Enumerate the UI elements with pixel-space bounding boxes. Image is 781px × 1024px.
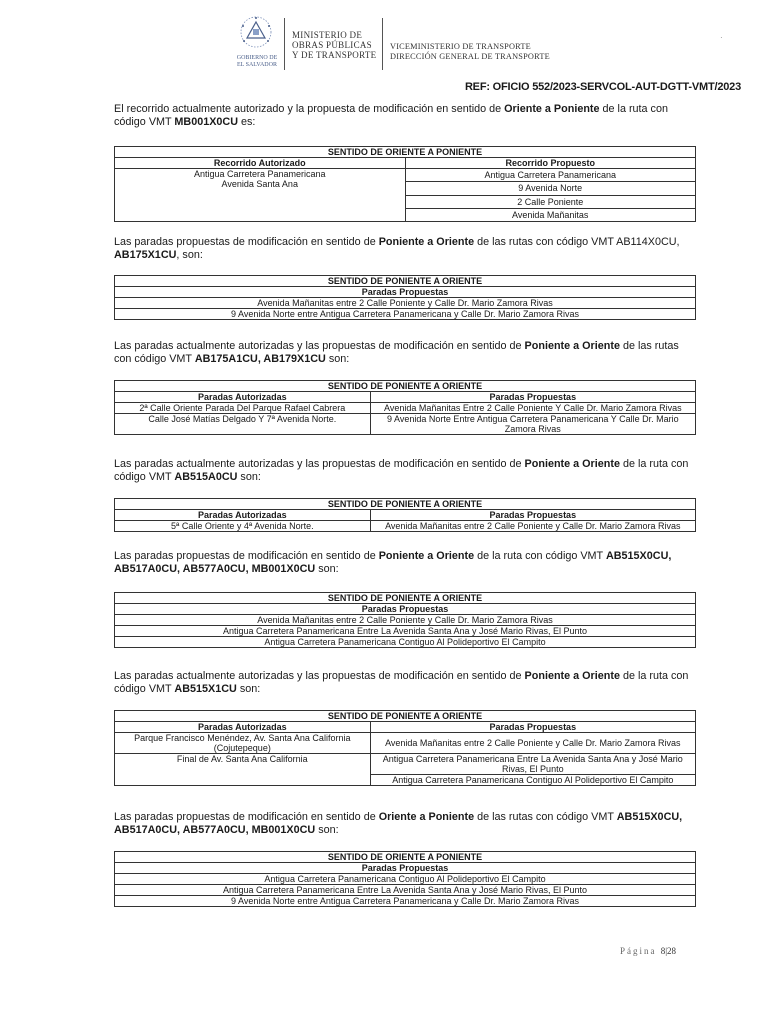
table-title: SENTIDO DE PONIENTE A ORIENTE	[115, 499, 696, 510]
ministry-line: Y DE TRANSPORTE	[292, 50, 377, 60]
table-cell: Antigua Carretera Panamericana	[405, 169, 696, 182]
column-header: Paradas Propuestas	[370, 510, 695, 521]
text: son:	[315, 824, 339, 836]
route-code: AB515X1CU	[174, 683, 237, 695]
direction: Poniente a Oriente	[378, 550, 475, 562]
text: son:	[325, 353, 350, 365]
paragraph	[114, 236, 696, 262]
text: Las paradas propuestas de modificación en sentido de	[114, 550, 379, 562]
text: de las rutas con código VMT AB114X0CU,	[474, 236, 680, 248]
divider	[382, 18, 383, 70]
table-cell	[370, 414, 695, 435]
text: de la ruta con código VMT	[114, 458, 689, 483]
table-cell: 9 Avenida Norte entre Antigua Carretera Panamericana y Calle Dr. Mario Zamora Rivas	[115, 309, 696, 320]
direction: Poniente a Oriente	[524, 670, 620, 682]
paragraph	[114, 103, 696, 129]
text: de la ruta con código VMT	[114, 670, 689, 695]
ministry-line: OBRAS PÚBLICAS	[292, 40, 372, 50]
table-cell	[115, 733, 371, 754]
text: son:	[315, 563, 339, 575]
text: Las paradas propuestas de modificación en sentido de	[114, 811, 379, 823]
table-cell: Avenida Mañanitas Entre 2 Calle Poniente Y Calle Dr. Mario Zamora Rivas	[370, 403, 695, 414]
ministry-line: MINISTERIO DE	[292, 30, 363, 40]
text: , son:	[176, 249, 203, 261]
table-title: SENTIDO DE PONIENTE A ORIENTE	[115, 593, 696, 604]
route-code: AB515X0CU,	[605, 550, 672, 562]
table-cell: Avenida Mañanitas entre 2 Calle Poniente y Calle Dr. Mario Zamora Rivas	[370, 733, 695, 754]
stops-table	[114, 710, 696, 786]
page-footer	[620, 946, 676, 956]
direction: Poniente a Oriente	[378, 236, 475, 248]
table-title: SENTIDO DE ORIENTE A PONIENTE	[115, 852, 696, 863]
direction: Poniente a Oriente	[524, 458, 620, 470]
cell-line: 9 Avenida Norte Entre Antigua Carretera Panamericana Y Calle Dr. Mario	[386, 414, 679, 424]
table-cell: Final de Av. Santa Ana California	[115, 754, 371, 786]
text: de la ruta con código VMT	[114, 103, 668, 128]
route-code: AB517A0CU, AB577A0CU, MB001X0CU	[114, 563, 316, 575]
table-cell: Avenida Mañanitas	[405, 208, 696, 221]
vice-ministry	[390, 42, 550, 62]
table-cell: 5ª Calle Oriente y 4ª Avenida Norte.	[115, 521, 371, 532]
table-cell: Antigua Carretera Panamericana Contiguo Al Polideportivo El Campito	[115, 874, 696, 885]
vice-line: VICEMINISTERIO DE TRANSPORTE	[390, 42, 531, 51]
text: Las paradas actualmente autorizadas y las propuestas de modificación en sentido de	[114, 340, 525, 352]
scan-mark: ·	[720, 33, 723, 42]
text: son:	[236, 683, 261, 695]
column-header: Paradas Propuestas	[370, 722, 695, 733]
stops-table	[114, 380, 696, 435]
gov-line: EL SALVADOR	[237, 62, 277, 68]
table-cell: 9 Avenida Norte	[405, 182, 696, 195]
table-cell: Antigua Carretera Panamericana Entre La Avenida Santa Ana y José Mario Rivas, El Punto	[115, 626, 696, 637]
table-cell	[370, 754, 695, 775]
text: es:	[238, 116, 256, 128]
column-header: Paradas Autorizadas	[115, 392, 371, 403]
cell-line: Avenida Santa Ana	[221, 179, 298, 189]
route-code: AB515X0CU,	[616, 811, 683, 823]
table-title: SENTIDO DE PONIENTE A ORIENTE	[115, 381, 696, 392]
table-cell: 2 Calle Poniente	[405, 195, 696, 208]
table-cell: Avenida Mañanitas entre 2 Calle Poniente y Calle Dr. Mario Zamora Rivas	[370, 521, 695, 532]
table-cell: 9 Avenida Norte entre Antigua Carretera Panamericana y Calle Dr. Mario Zamora Rivas	[115, 896, 696, 907]
paragraph	[114, 550, 696, 576]
table-cell: Avenida Mañanitas entre 2 Calle Poniente y Calle Dr. Mario Zamora Rivas	[115, 615, 696, 626]
vice-line: DIRECCIÓN GENERAL DE TRANSPORTE	[390, 52, 550, 61]
divider	[284, 18, 285, 70]
table-cell: 2ª Calle Oriente Parada Del Parque Rafael Cabrera	[115, 403, 371, 414]
column-header: Recorrido Autorizado	[115, 158, 406, 169]
cell-line: Parque Francisco Menéndez, Av. Santa Ana California	[134, 733, 351, 743]
column-header: Recorrido Propuesto	[405, 158, 696, 169]
reference-number: REF: OFICIO 552/2023-SERVCOL-AUT-DGTT-VMT/2023	[464, 81, 741, 93]
column-header: Paradas Autorizadas	[115, 722, 371, 733]
column-header: Paradas Propuestas	[115, 287, 696, 298]
route-code: AB175A1CU, AB179X1CU	[194, 353, 326, 365]
table-cell: Antigua Carretera Panamericana Contiguo Al Polideportivo El Campito	[370, 775, 695, 786]
cell-line: Rivas, El Punto	[502, 764, 564, 774]
gov-text	[234, 55, 280, 69]
paragraph	[114, 458, 696, 484]
paragraph	[114, 340, 696, 366]
direction: Oriente a Poniente	[504, 103, 600, 115]
stops-table	[114, 851, 696, 907]
stops-table	[114, 498, 696, 532]
table-cell: Antigua Carretera Panamericana Contiguo Al Polideportivo El Campito	[115, 637, 696, 648]
table-cell: Avenida Mañanitas entre 2 Calle Poniente y Calle Dr. Mario Zamora Rivas	[115, 298, 696, 309]
gov-line: GOBIERNO DE	[236, 55, 278, 61]
table-title: SENTIDO DE ORIENTE A PONIENTE	[115, 147, 696, 158]
direction: Poniente a Oriente	[524, 340, 620, 352]
route-table	[114, 146, 696, 222]
table-title: SENTIDO DE PONIENTE A ORIENTE	[115, 711, 696, 722]
text: El recorrido actualmente autorizado y la propuesta de modificación en sentido de	[114, 103, 505, 115]
route-code: AB515A0CU	[174, 471, 238, 483]
route-code: AB517A0CU, AB577A0CU, MB001X0CU	[114, 824, 316, 836]
cell-line: Zamora Rivas	[504, 424, 561, 434]
stops-table	[114, 592, 696, 648]
stops-table	[114, 275, 696, 320]
page-label: Página	[620, 946, 657, 956]
column-header: Paradas Autorizadas	[115, 510, 371, 521]
text: de la ruta con código VMT	[474, 550, 606, 562]
text: Las paradas propuestas de modificación en sentido de	[114, 236, 379, 248]
page-number: 8|28	[660, 946, 677, 956]
text: de las rutas con código VMT	[474, 811, 617, 823]
cell-line: Antigua Carretera Panamericana	[193, 169, 326, 179]
text: Las paradas actualmente autorizadas y las propuestas de modificación en sentido de	[114, 458, 525, 470]
table-cell	[115, 169, 406, 222]
letterhead	[228, 12, 558, 72]
route-code: AB175X1CU	[114, 249, 177, 261]
paragraph	[114, 811, 696, 837]
table-title: SENTIDO DE PONIENTE A ORIENTE	[115, 276, 696, 287]
text: de las rutas con código VMT	[114, 340, 679, 365]
direction: Oriente a Poniente	[378, 811, 475, 823]
table-cell: Antigua Carretera Panamericana Entre La Avenida Santa Ana y José Mario Rivas, El Punto	[115, 885, 696, 896]
cell-line: (Cojutepeque)	[213, 743, 271, 753]
text: Las paradas actualmente autorizadas y las propuestas de modificación en sentido de	[114, 670, 525, 682]
table-cell: Calle José Matías Delgado Y 7ª Avenida Norte.	[115, 414, 371, 435]
ministry-name	[292, 30, 376, 60]
column-header: Paradas Propuestas	[115, 863, 696, 874]
route-code: MB001X0CU	[174, 116, 239, 128]
column-header: Paradas Propuestas	[370, 392, 695, 403]
paragraph	[114, 670, 696, 696]
column-header: Paradas Propuestas	[115, 604, 696, 615]
national-seal-icon	[236, 14, 276, 56]
cell-line: Antigua Carretera Panamericana Entre La Avenida Santa Ana y José Mario	[382, 754, 683, 764]
text: son:	[237, 471, 261, 483]
